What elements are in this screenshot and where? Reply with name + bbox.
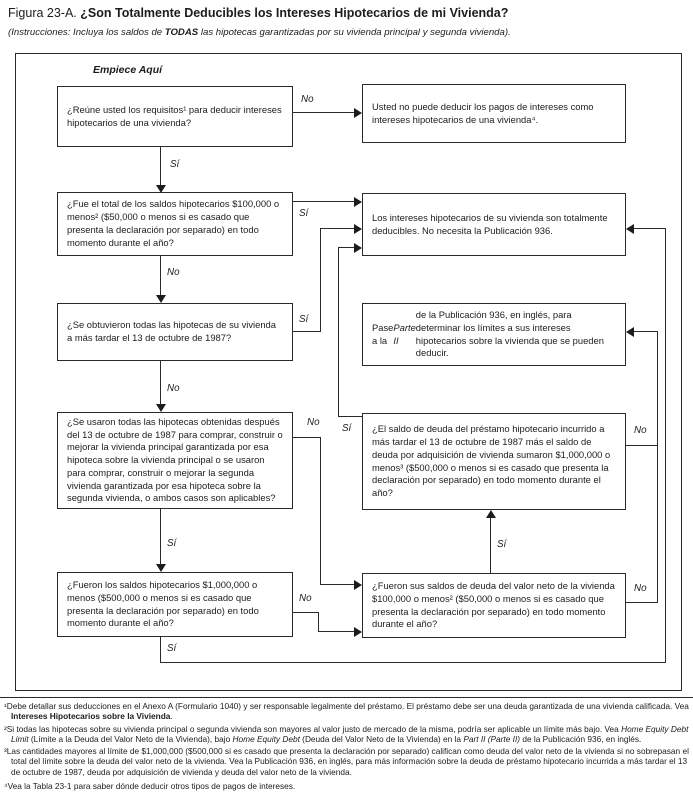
connector-no-to-part2 — [633, 331, 657, 332]
arrowhead-down-icon — [156, 295, 166, 303]
box-before-oct-1987: ¿Se obtuvieron todas las hipotecas de su vivienda a más tardar el 13 de octubre de 1987? — [57, 303, 293, 361]
connector-q6-yes — [160, 662, 666, 663]
connector-q5-yes — [338, 416, 362, 417]
box-balances-1m: ¿Fueron los saldos hipotecarios $1,000,000 o menos ($500,000 o menos si es casado que presenta la declaración por separado) en todo momento durante el año? — [57, 572, 293, 637]
arrowhead-down-icon — [156, 404, 166, 412]
footnote-2: ²Si todas las hipotecas sobre su vivienda principal o segunda vivienda son mayores al valor justo de mercado de la misma, podría ser aplicable un límite más bajo. Vea Home Equity Debt Limit (Límite a la Deuda del Valor Neto de la Vivienda), bajo Home Equity Debt (Deuda del Valor Neto de la Vivienda) en la Part II (Parte II) de la Publicación 936, en inglés. — [4, 723, 689, 744]
footnotes-divider — [0, 697, 693, 698]
connector-q7-no — [626, 602, 657, 603]
edge-label-q1-yes: Sí — [170, 159, 180, 170]
connector-q1-no — [292, 112, 356, 113]
arrowhead-left-icon — [626, 224, 634, 234]
arrowhead-right-icon — [354, 108, 362, 118]
arrowhead-right-icon — [354, 197, 362, 207]
footnote-1: ¹Debe detallar sus deducciones en el Anexo A (Formulario 1040) y ser responsable legalmente del préstamo. El préstamo debe ser una deuda garantizada de una vivienda calificada. Vea Intereses Hipotecarios sobre la Vivienda. — [4, 701, 689, 722]
edge-label-q2-no: No — [167, 267, 180, 278]
arrowhead-down-icon — [156, 564, 166, 572]
connector-q6-no — [318, 631, 356, 632]
box-used-to-buy-build-improve: ¿Se usaron todas las hipotecas obtenidas después del 13 de octubre de 1987 para comprar, construir o mejorar la vivienda principal garantizada por esa hipoteca sobre la vivienda principal o se usaron para comprar, construir o mejorar la segunda vivienda garantizada por esa hipoteca sobre la segunda vivienda, o ambos casos son aplicables? — [57, 412, 293, 509]
connector-q6-no — [292, 612, 319, 613]
box-cannot-deduct: Usted no puede deducir los pagos de intereses como intereses hipotecarios de una vivienda⁴. — [362, 84, 626, 143]
edge-label-q6-no: No — [299, 593, 312, 604]
connector-q3-yes — [292, 331, 320, 332]
edge-label-q3-yes: Sí — [299, 314, 309, 325]
connector-q4-no — [292, 437, 320, 438]
connector-q6-yes — [633, 228, 665, 229]
edge-label-q2-yes: Sí — [299, 208, 309, 219]
box-balances-100k: ¿Fue el total de los saldos hipotecarios $100,000 o menos² ($50,000 o menos si es casado que presenta la declaración por separado) en todo momento durante el año? — [57, 192, 293, 256]
figure-title-text: ¿Son Totalmente Deducibles los Intereses Hipotecarios de mi Vivienda? — [80, 6, 509, 20]
footnote-4: ⁴Vea la Tabla 23-1 para saber dónde deducir otros tipos de pagos de intereses. — [4, 781, 296, 792]
arrowhead-right-icon — [354, 224, 362, 234]
connector-no-to-part2 — [657, 331, 658, 603]
connector-q3-no — [160, 361, 161, 406]
start-here-label: Empiece Aquí — [93, 64, 163, 76]
connector-q3-yes — [320, 228, 321, 332]
connector-q5-yes — [338, 247, 339, 417]
connector-q6-yes — [665, 228, 666, 662]
edge-label-q5-no: No — [634, 425, 647, 436]
connector-q4-no — [320, 584, 356, 585]
footnotes — [4, 701, 690, 793]
edge-label-q7-yes: Sí — [497, 539, 507, 550]
box-home-equity-100k: ¿Fueron sus saldos de deuda del valor neto de la vivienda $100,000 o menos² ($50,000 o menos si es casado que presenta la declaración por separado) en todo momento durante el año? — [362, 573, 626, 638]
edge-label-q4-no: No — [307, 417, 320, 428]
connector-q7-yes — [490, 517, 491, 573]
footnote-3: ³Las cantidades mayores al límite de $1,000,000 ($500,000 si es casado que presenta la declaración por separado) califican como deuda del valor neto de la vivienda si no sobrepasan el total del límite sobre la deuda del valor neto de la vivienda. Vea la Publicación 936, en inglés, para más información sobre la deuda de préstamo hipotecario incurrida a más tardar el 13 de octubre de 1987, deuda por adquisición de vivienda y deuda del valor neto de la vivienda. — [4, 746, 689, 777]
arrowhead-right-icon — [354, 580, 362, 590]
box-fully-deductible: Los intereses hipotecarios de su vivienda son totalmente deducibles. No necesita la Publicación 936. — [362, 193, 626, 256]
box-meets-requirements: ¿Reúne usted los requisitos¹ para deducir intereses hipotecarios de una vivienda? — [57, 86, 293, 147]
box-go-to-part2: Pase a la Parte II de la Publicación 936, en inglés, para determinar los límites a sus intereses hipotecarios sobre la vivienda que se pueden deducir. — [362, 303, 626, 366]
connector-q6-yes — [160, 637, 161, 662]
figure-subtitle: (Instrucciones: Incluya los saldos de TODAS las hipotecas garantizadas por su vivienda principal y segunda vivienda). — [8, 27, 511, 38]
connector-q2-no — [160, 256, 161, 297]
edge-label-q4-yes: Sí — [167, 538, 177, 549]
connector-q6-no — [318, 612, 319, 631]
arrowhead-up-icon — [486, 510, 496, 518]
figure-title — [8, 6, 508, 20]
connector-q4-yes — [160, 509, 161, 566]
arrowhead-left-icon — [626, 327, 634, 337]
connector-q4-no — [320, 437, 321, 584]
connector-q5-no — [626, 445, 657, 446]
edge-label-q6-yes: Sí — [167, 643, 177, 654]
edge-label-q3-no: No — [167, 383, 180, 394]
figure-number-label: Figura 23-A. — [8, 6, 77, 20]
edge-label-q7-no: No — [634, 583, 647, 594]
box-grandfathered-plus-acquisition-1m: ¿El saldo de deuda del préstamo hipotecario incurrido a más tardar el 13 de octubre de 1987 más el saldo de deuda por adquisición de vivienda sumaron $1,000,000 o menos³ ($500,000 o menos si es casado que presenta la declaración por separado) en todo momento durante el año? — [362, 413, 626, 510]
connector-q3-yes — [320, 228, 356, 229]
connector-q1-yes — [160, 147, 161, 187]
arrowhead-right-icon — [354, 243, 362, 253]
arrowhead-down-icon — [156, 185, 166, 193]
edge-label-q1-no: No — [301, 94, 314, 105]
arrowhead-right-icon — [354, 627, 362, 637]
edge-label-q5-yes: Sí — [342, 423, 352, 434]
connector-q2-yes — [292, 201, 355, 202]
